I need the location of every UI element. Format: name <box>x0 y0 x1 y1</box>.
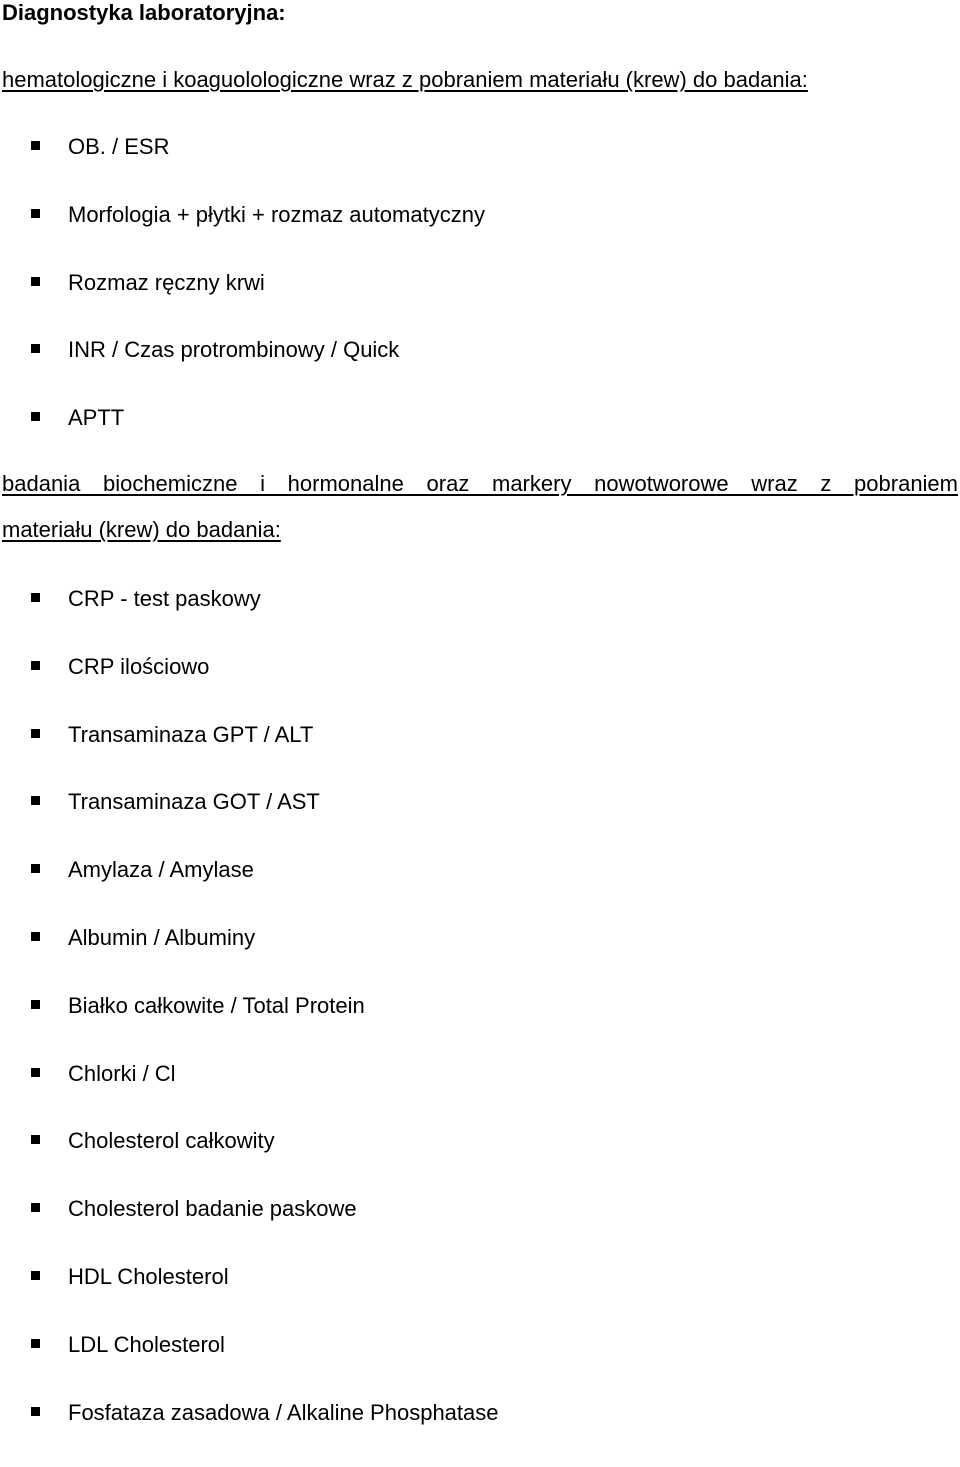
list-item-label: CRP ilościowo <box>68 653 210 679</box>
list-item-label: Albumin / Albuminy <box>68 924 256 950</box>
list-item-label: HDL Cholesterol <box>68 1263 229 1289</box>
square-bullet-icon <box>31 344 40 353</box>
square-bullet-icon <box>31 1407 40 1416</box>
section-heading-biochemistry-line2: materiału (krew) do badania: <box>2 517 281 542</box>
list-item-label: Cholesterol badanie paskowe <box>68 1196 357 1222</box>
square-bullet-icon <box>31 796 40 805</box>
square-bullet-icon <box>31 141 40 150</box>
list-item-label: APTT <box>68 405 125 431</box>
list-item-label: Białko całkowite / Total Protein <box>68 992 365 1018</box>
list-item-label: Fosfataza zasadowa / Alkaline Phosphatase <box>68 1399 499 1425</box>
list-item-label: INR / Czas protrombinowy / Quick <box>68 337 400 363</box>
square-bullet-icon <box>31 932 40 941</box>
square-bullet-icon <box>31 729 40 738</box>
list-item-label: Transaminaza GOT / AST <box>68 789 320 815</box>
list-item-label: Transaminaza GPT / ALT <box>68 721 314 747</box>
section-heading-hematology: hematologiczne i koaguolologiczne wraz z pobraniem materiału (krew) do badania: <box>2 67 808 92</box>
list-item-label: Morfologia + płytki + rozmaz automatyczny <box>68 201 485 227</box>
square-bullet-icon <box>31 1068 40 1077</box>
square-bullet-icon <box>31 864 40 873</box>
list-item-label: OB. / ESR <box>68 134 170 159</box>
square-bullet-icon <box>31 1203 40 1212</box>
list-item-label: Cholesterol całkowity <box>68 1128 275 1154</box>
list-item-label: Rozmaz ręczny krwi <box>68 269 265 295</box>
square-bullet-icon <box>31 1339 40 1348</box>
section-heading-biochemistry-line1: badania biochemiczne i hormonalne oraz markery nowotworowe wraz z pobraniem <box>2 471 958 496</box>
square-bullet-icon <box>31 277 40 286</box>
list-item-label: Chlorki / Cl <box>68 1060 176 1086</box>
square-bullet-icon <box>31 209 40 218</box>
square-bullet-icon <box>31 593 40 602</box>
square-bullet-icon <box>31 1135 40 1144</box>
square-bullet-icon <box>31 412 40 421</box>
square-bullet-icon <box>31 661 40 670</box>
square-bullet-icon <box>31 1000 40 1009</box>
square-bullet-icon <box>31 1271 40 1280</box>
list-item-label: CRP - test paskowy <box>68 586 261 611</box>
list-item-label: LDL Cholesterol <box>68 1331 225 1357</box>
list-item-label: Amylaza / Amylase <box>68 857 254 883</box>
document-title: Diagnostyka laboratoryjna: <box>2 0 286 25</box>
